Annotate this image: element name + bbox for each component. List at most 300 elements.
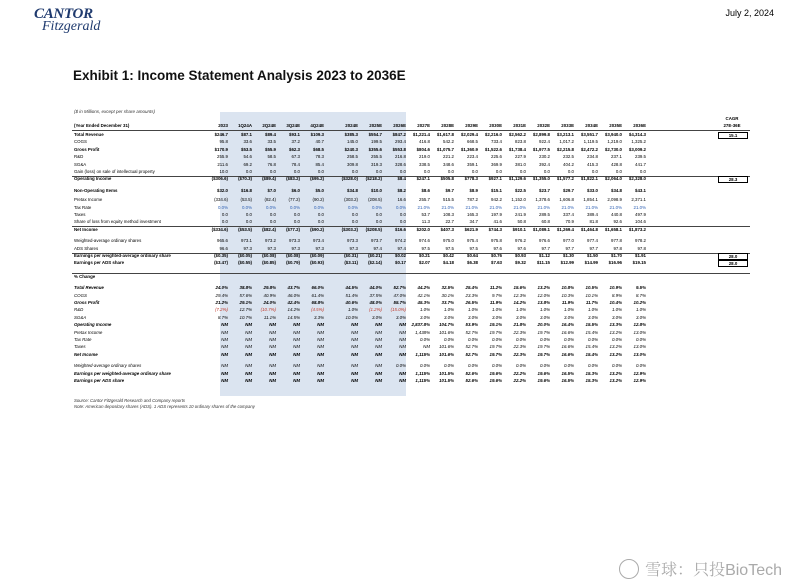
table-cell: $1,360.9 [460,146,478,152]
table-cell: 24.0% [263,300,276,305]
table-cell: $1.30 [563,253,574,258]
table-cell: 216.8 [395,154,406,160]
table-cell: $15.1 [491,187,502,193]
row-label: Net Income [74,351,98,357]
table-cell: 19.7% [489,344,502,350]
table-cell: 165.3 [467,212,478,217]
table-cell: 1,854.1 [583,197,598,203]
table-cell: 3.0% [371,314,382,320]
table-cell: 225.6 [491,154,502,160]
table-cell: 97.6 [517,245,526,251]
table-cell: 255.5 [371,154,382,160]
table-cell: 0.0% [395,363,406,369]
cagr-value: 28.3 [718,176,748,183]
table-cell: 0.0% [611,337,622,342]
table-cell: 1,219.0 [607,139,622,145]
table-cell: 14.2% [287,307,300,313]
table-cell: 1,115% [415,351,430,357]
table-row [72,322,750,328]
table-cell: NM [351,378,358,383]
table-cell: $7.0 [267,187,276,193]
table-cell: 1,115% [415,370,430,376]
table-cell: 337.4 [563,212,574,217]
table-cell: 14.2% [513,300,526,305]
table-cell: 199.5 [371,139,382,145]
table-cell: 55.7% [393,300,406,305]
table-cell: 11.1% [263,314,276,320]
table-cell: 15.4% [585,329,598,335]
table-cell: $8.4 [397,176,406,182]
table-cell: 70.9 [565,219,574,225]
table-row [72,330,750,336]
table-cell: ($95.2) [310,176,324,182]
table-cell: NM [221,351,228,357]
table-cell: 15.5% [585,322,598,328]
table-row [72,162,750,168]
table-cell: $1,822.1 [580,176,598,182]
table-cell: 21.0% [633,204,646,210]
table-cell: 19.7% [489,351,502,357]
column-header: 2036E [633,123,646,128]
table-cell: 45.3% [417,300,430,305]
table-cell: $1.50 [587,253,598,258]
column-header: 2032E [537,123,550,128]
table-cell: 13.2% [537,285,550,291]
table-cell: 47.0% [393,292,406,298]
logo-line2: Fitzgerald [42,19,101,34]
table-cell: 0.0 [495,169,502,174]
table-cell: (1.2%) [369,307,382,313]
table-row [72,253,750,259]
table-cell: $12.99 [560,260,574,266]
table-cell: ($0.31) [344,253,358,258]
table-cell: 21.0% [585,204,598,210]
table-cell: $4.18 [443,260,454,266]
table-cell: $1,464.8 [580,226,598,232]
table-cell: 78.3 [315,154,324,160]
table-cell: 11.3 [421,219,430,225]
table-cell: $2.07 [419,260,430,266]
table-cell: 42.1% [417,292,430,298]
table-cell: 34.7 [469,219,478,225]
table-cell: 8.7% [635,292,646,298]
table-cell: $505.8 [440,176,454,182]
table-cell: $1.12 [539,253,550,258]
table-cell: 1,017.2 [559,139,574,145]
table-cell: 13.2% [609,329,622,335]
table-cell: (82.4) [264,197,276,203]
table-cell: $4,314.3 [628,132,646,137]
table-cell: ($208.5) [365,226,382,232]
table-cell: $355.6 [368,146,382,152]
table-cell: ($3.47) [214,260,228,266]
table-cell: 973.3 [289,238,300,244]
table-cell: 668.5 [467,139,478,145]
table-cell: 258.5 [347,154,358,160]
table-row [72,307,750,313]
table-cell: 16.6% [561,351,574,357]
table-cell: $29.7 [563,187,574,193]
table-cell: 0.0 [293,212,300,217]
table-cell: 0.0 [221,212,228,217]
table-cell: 973.2 [265,238,276,244]
table-cell: NM [317,344,324,350]
table-cell: 29.4% [215,292,228,298]
table-cell: 8.9% [611,292,622,298]
table-cell: 15.3% [585,378,598,383]
table-cell: 255.9 [217,154,228,160]
table-cell: $6.0 [291,187,300,193]
table-cell: 3.0% [443,314,454,320]
table-cell: ($0.21) [368,253,382,258]
table-cell: 19.6% [537,378,550,383]
table-cell: NM [399,322,406,328]
table-cell: ($3.11) [344,260,358,266]
row-label: Operating Income [74,176,112,182]
table-cell: $109.3 [310,132,324,137]
table-cell: $1,617.8 [436,132,454,137]
table-cell: 16.6 [397,197,406,203]
table-cell: 16.5% [561,370,574,376]
table-cell: 53.9% [465,322,478,328]
table-cell: NM [245,322,252,328]
cagr-value: 28.0 [718,260,748,267]
table-cell: 0.0 [351,212,358,217]
table-cell: $9.32 [515,260,526,266]
cagr-period: 27E-36E [723,123,741,128]
table-cell: 9.7% [491,292,502,298]
row-label: Tax Rate [74,204,92,210]
table-cell: 0.0 [447,169,454,174]
table-cell: $407.3 [440,226,454,232]
table-row [72,212,750,218]
table-row [72,285,750,291]
table-cell: 37.5% [369,292,382,298]
table-cell: 0.0 [591,169,598,174]
table-cell: $33.0 [587,187,598,193]
table-cell: 67.3 [291,154,300,160]
column-header-row [72,123,750,129]
table-cell: 0.0% [635,337,646,342]
table-cell: $1,221.4 [412,132,430,137]
table-row [72,197,750,203]
table-cell: 0.0 [351,219,358,225]
table-cell: 1.0% [587,307,598,313]
table-cell: 428.8 [611,161,622,167]
column-header: 2028E [441,123,454,128]
column-header: 2029E [465,123,478,128]
table-cell: 11.7% [585,300,598,305]
table-cell: 3.0% [467,314,478,320]
table-cell: 20.0% [537,322,550,328]
table-cell: $910.1 [512,226,526,232]
table-cell: 440.8 [611,212,622,217]
table-cell: 21.0% [489,204,502,210]
table-cell: $34.8 [347,187,358,193]
table-cell: $3,940.0 [604,132,622,137]
table-cell: $1,269.4 [556,226,574,232]
table-row [72,371,750,377]
column-header: 2027E [417,123,430,128]
table-cell: 40.6% [345,300,358,305]
table-cell: 1.0% [635,307,646,313]
table-cell: 97.5 [421,245,430,251]
table-cell: 0.0% [587,363,598,369]
table-cell: 97.3 [315,245,324,251]
table-cell: 12.3% [513,292,526,298]
table-row [72,219,750,225]
table-cell: $2,215.8 [556,146,574,152]
table-cell: 44.5% [345,285,358,291]
table-cell: 975.8 [491,238,502,244]
row-label: Earnings per ADS share [74,378,125,383]
table-cell: 3.0% [539,314,550,320]
table-cell: 52.7% [393,285,406,291]
table-cell: 0.0% [563,363,574,369]
table-cell: 515.5 [443,197,454,203]
table-cell: 19.1% [489,322,502,328]
table-cell: NM [245,351,252,357]
table-cell: 733.4 [491,139,502,145]
table-cell: $16.8 [241,187,252,193]
table-cell: ($0.79) [286,260,300,266]
column-header: 2026E [393,123,406,128]
table-cell: $927.1 [488,176,502,182]
table-cell: $1,738.4 [508,146,526,152]
table-cell: NM [317,329,324,335]
table-cell: 3.0% [635,314,646,320]
table-cell: $202.0 [416,226,430,232]
table-cell: 81.8 [589,219,598,225]
table-cell: 13.0% [633,329,646,335]
table-cell: NM [269,378,276,383]
table-cell: ($218.2) [365,176,382,182]
table-cell: 0.0% [611,363,622,369]
table-cell: 497.9 [635,212,646,217]
table-cell: 3.0% [491,314,502,320]
table-cell: 54.6 [243,154,252,160]
table-cell: 0.0% [241,204,252,210]
table-cell: 97.7 [565,245,574,251]
table-cell: 66.0% [311,285,324,291]
column-header: 3Q24E [286,123,300,128]
table-cell: 26.5% [465,300,478,305]
table-cell: 52.6% [465,370,478,376]
table-cell: NM [375,337,382,342]
column-header: 2030E [489,123,502,128]
table-cell: 19.7% [537,344,550,350]
table-cell: 0.0% [289,204,300,210]
table-cell: ($0.85) [262,260,276,266]
table-cell: $23.7 [539,187,550,193]
table-cell: ($2.14) [368,260,382,266]
table-cell: 21.0% [513,204,526,210]
units-note: ($ in Millions, except per share amounts) [74,109,156,114]
table-cell: $8.9 [469,187,478,193]
table-cell: 0.0% [443,337,454,342]
table-cell: 0.0 [351,169,358,174]
table-cell: 3.0% [395,314,406,320]
table-cell: $22.5 [515,187,526,193]
table-cell: 974.6 [419,238,430,244]
table-cell: 0.0% [515,363,526,369]
table-cell: $1,577.2 [556,176,574,182]
source-line: Source: Cantor Fitzgerald Research and Company reports [74,398,186,403]
watermark [619,557,782,580]
table-cell: $2,216.0 [484,132,502,137]
table-cell: $93.1 [289,132,300,137]
row-label: ADS Shares [74,245,99,251]
table-cell: 13.2% [609,378,622,383]
table-cell: 1,152.0 [511,197,526,203]
table-row [72,344,750,350]
table-cell: 44.2% [417,285,430,291]
table-cell: $0.64 [467,253,478,258]
table-cell: 1,325.2 [631,139,646,145]
table-cell: 0.0% [443,363,454,369]
table-cell: 12.8% [633,322,646,328]
table-cell: NM [351,351,358,357]
table-cell: 21.8% [513,322,526,328]
table-cell: ($0.93) [310,260,324,266]
table-cell: 0.0% [217,204,228,210]
table-cell: 8.7% [217,314,228,320]
table-cell: $1,129.6 [508,176,526,182]
table-cell: 40.9% [263,292,276,298]
table-cell: $2,899.8 [532,132,550,137]
table-cell: 0.0 [423,169,430,174]
row-label: Weighted-average ordinary shares [74,363,142,369]
snowball-logo-icon [619,559,639,579]
row-label: COGS [74,292,87,298]
table-cell: 85.4 [315,161,324,167]
table-cell: 973.7 [371,238,382,244]
table-row [72,363,750,369]
table-cell: (208.5) [368,197,382,203]
table-row [72,238,750,244]
table-cell: 1,606.8 [559,197,574,203]
table-cell: 12.0% [537,292,550,298]
table-cell: NM [293,378,300,383]
table-cell: 441.7 [635,161,646,167]
table-cell: 0.0% [635,363,646,369]
table-cell: NM [293,329,300,335]
table-cell: $3,009.2 [628,146,646,152]
table-cell: 1.0% [491,307,502,313]
table-row [72,352,750,358]
table-cell: 319.3 [371,161,382,167]
table-cell: $5.0 [315,187,324,193]
table-cell: NM [351,344,358,350]
table-cell: 15.6% [513,285,526,291]
table-cell: 104.7% [439,322,454,328]
table-cell: 21.0% [441,204,454,210]
table-cell: 237.1 [611,154,622,160]
table-cell: 348.6 [443,161,454,167]
table-cell: NM [221,322,228,328]
table-row [72,260,750,266]
table-cell: $1,522.6 [484,146,502,152]
table-cell: (77.2) [288,197,300,203]
table-cell: $3,551.7 [580,132,598,137]
table-cell: NM [317,351,324,357]
column-header: 2025E [369,123,382,128]
table-cell: $2,064.0 [604,176,622,182]
table-cell: 32.5% [441,285,454,291]
table-cell: $247.1 [416,176,430,182]
table-cell: 97.3 [267,245,276,251]
table-cell: 78.4 [291,161,300,167]
table-cell: 16.6% [561,329,574,335]
table-cell: 0.0% [491,337,502,342]
table-cell: $170.9 [214,146,228,152]
table-cell: 255.7 [419,197,430,203]
table-cell: 976.2 [515,238,526,244]
table-cell: NM [293,337,300,342]
table-cell: 973.4 [313,238,324,244]
table-cell: 0.0% [467,363,478,369]
table-cell: 57.6% [239,292,252,298]
row-label: Operating Income [74,322,112,328]
column-header: 2033E [561,123,574,128]
table-cell: 61.4% [311,292,324,298]
table-cell: 293.4 [395,139,406,145]
table-cell: 97.8 [637,245,646,251]
table-cell: NM [317,337,324,342]
table-cell: 0.0% [563,337,574,342]
table-cell: $9.7 [445,187,454,193]
table-row [72,378,750,384]
table-cell: 3.0% [587,314,598,320]
table-cell: NM [245,363,252,369]
table-cell: 19.7% [537,329,550,335]
table-cell: 11.9% [489,300,502,305]
table-cell: 0.0% [467,337,478,342]
table-cell: $3,213.1 [556,132,574,137]
table-cell: 223.4 [467,154,478,160]
table-cell: 19.7% [489,329,502,335]
table-cell: 211.6 [217,161,228,167]
table-cell: 97.5 [469,245,478,251]
table-cell: 58.5 [267,154,276,160]
table-cell: 289.5 [539,212,550,217]
table-cell: $0.42 [443,253,454,258]
table-cell: 1,378.6 [535,197,550,203]
table-cell: $2,562.2 [508,132,526,137]
table-cell: 13.2% [609,351,622,357]
table-cell: 96.6 [219,245,228,251]
table-cell: 97.4 [397,245,406,251]
table-cell: 1,438% [415,329,430,335]
table-cell: NM [269,363,276,369]
table-cell: 92.6 [613,219,622,225]
table-cell: 542.2 [443,139,454,145]
table-cell: 241.9 [515,212,526,217]
table-cell: $43.1 [635,187,646,193]
table-cell: (10.7%) [260,307,276,313]
table-cell: $847.2 [392,132,406,137]
table-cell: 922.4 [539,139,550,145]
table-cell: 0.0 [269,169,276,174]
table-cell: 101.5% [439,378,454,383]
table-cell: NM [375,351,382,357]
table-cell: NM [423,344,430,350]
table-cell: ($89.4) [262,176,276,182]
table-cell: 0.0 [399,169,406,174]
cantor-fitzgerald-logo [34,6,134,38]
table-cell: 977.0 [563,238,574,244]
table-cell: 1.0% [539,307,550,313]
